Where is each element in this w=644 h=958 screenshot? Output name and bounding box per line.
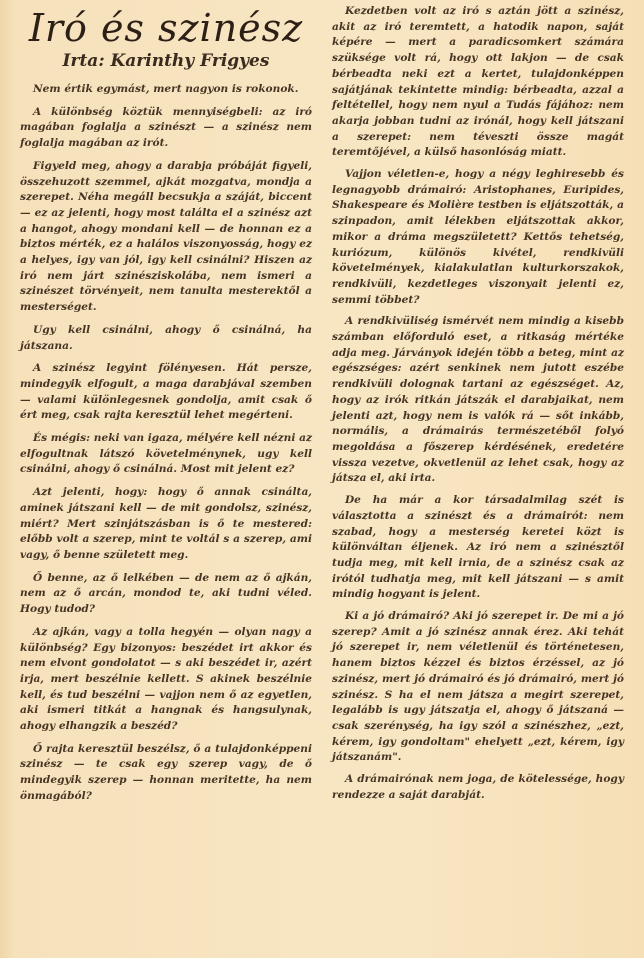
right-column [332, 4, 624, 809]
paragraph: Vajjon véletlen-e, hogy a négy leghiresebb és legnagyobb drámairó: Aristophanes, Euripides, Shakespeare és Molière testben is eljátszották, a szinpadon, amit lélekben eljátszottak akkor, mikor a dráma megszületett? Kettős tehetség, kuriózum, különös kivétel, rendkivüli követelmények, kialakulatlan kulturkorszakok, rendkivüli, kezdetleges viszonyait jelenti ez, semmi többet? [332, 168, 624, 306]
paragraph: Ő benne, az ő lelkében — de nem az ő ajkán, nem az ő arcán, mondod te, aki tudni véled. Hogy tudod? [20, 571, 312, 616]
paragraph: Azt jelenti, hogy: hogy ő annak csinálta, aminek játszani kell — de mit gondolsz, szinész, miért? Mert szinjátszásban is ő te mestered: előbb volt a szerep, mint te voltál s a szerep, ami vagy, ő benne született meg. [20, 486, 312, 561]
paragraph: A szinész legyint fölényesen. Hát persze, mindegyik elfogult, a maga darabjával szemben — valami különlegesnek gondolja, amit csak ő ért meg, csak rajta keresztül lehet megérteni. [20, 362, 312, 422]
paragraph: A rendkivüliség ismérvét nem mindig a kisebb számban előforduló eset, a ritkaság mértéke adja meg. Járványok idején több a beteg, mint az egészséges: azért senkinek nem jutott eszébe rendkivüli dolognak tartani az egészséget. Az, hogy az irók ritkán játszák el darabjaikat, nem jelenti azt, hogy nem is valók rá — sőt inkább, normális, a drámairás természetéből folyó megoldása a főszerep kérdésének, eredetére vissza vezetve, okvetlenül az lehet csak, hogy az játsza el, aki irta. [332, 315, 624, 485]
article-byline: Irta: Karinthy Frigyes [62, 51, 270, 71]
paragraph: Kezdetben volt az iró s aztán jött a szinész, akit az iró teremtett, a hatodik napon, saját képére — mert a paradicsomkert számára szüksége volt rá, hogy ott lakjon — de csak bérbeadta neki ezt a kertet, tulajdonképpen sajátjának tekintette mindig: bérbeadta, azzal a feltétellel, hogy nem nyul a Tudás fájához: nem akarja jobban tudni az irónál, hogy kell játszani a szerepet: nem téveszti össze magát teremtőjével, a külső hasonlóság miatt. [332, 5, 624, 159]
left-column [20, 0, 312, 812]
paragraph: De ha már a kor társadalmilag szét is választotta a szinészt és a drámairót: nem szabad, hogy a mesterség keretei közt is különváltan éljenek. Az iró nem a szinésztől tudja meg, mit kell irnia, de a szinész csak az irótól tudhatja meg, mit kell játszani — s amit mindig hogyant is jelent. [332, 494, 624, 601]
paragraph: Ki a jó drámairó? Aki jó szerepet ir. De mi a jó szerep? Amit a jó szinész annak érez. Aki tehát jó szerepet ir, nem véletlenül és történetesen, hanem biztos kézzel és biztos érzéssel, az jó szinész, mert jó drámairó és jó drámairó, mert jó szinész. S ha el nem játsza a megirt szerepet, legalább is ugy játszatja el, ahogy ő játszaná — csak szerénység, ha igy szól a szinészhez, „ezt, kérem, igy gondoltam" ehelyett „ezt, kérem, igy játszanám". [332, 610, 624, 764]
article-title: Iró és szinész [28, 6, 304, 50]
paragraph: És mégis: neki van igaza, mélyére kell nézni az elfogultnak látszó követelménynek, ugy kell csinálni, ahogy ő csinálná. Most mit jelent ez? [20, 432, 312, 476]
paragraph: A különbség köztük mennyiségbeli: az iró magában foglalja a szinészt — a szinész nem foglalja magában az irót. [20, 105, 312, 150]
paragraph: Az ajkán, vagy a tolla hegyén — olyan nagy a különbség? Egy bizonyos: beszédet irt akkor és nem elvont gondolatot — s aki beszédet ir, azért irja, mert beszélnie kellett. S akinek beszélnie kell, és tud beszélni — vajjon nem ő az egyetlen, aki ismeri titkát a hangnak és hangsulynak, ahogy elhangzik a beszéd? [20, 625, 312, 733]
paragraph: A drámairónak nem joga, de kötelessége, hogy rendezze a saját darabját. [332, 773, 624, 801]
paragraph: Ő rajta keresztül beszélsz, ő a tulajdonképpeni szinész — te csak egy szerep vagy, de ő mindegyik szerep — honnan meritette, ha nem önmagából? [20, 742, 312, 802]
paragraph: Nem értik egymást, mert nagyon is rokonok. [33, 83, 299, 95]
paragraph: Ugy kell csinálni, ahogy ő csinálná, ha játszana. [20, 323, 312, 352]
paragraph: Figyeld meg, ahogy a darabja próbáját figyeli, összehuzott szemmel, ajkát mozgatva, mondja a szerepet. Néha megáll becsukja a száját, biccent — ez az jelenti, hogy most találta el a szinész azt a hangot, ahogy mondani kell — de honnan ez a biztos mérték, ez a halálos viszonyosság, hogy ez a helyes, igy van jól, igy kell csinálni? Hiszen az iró nem járt szinésziskolába, nem ismeri a szinészet törvényeit, nem tanulta mesterektől a mesterséget. [20, 159, 312, 314]
